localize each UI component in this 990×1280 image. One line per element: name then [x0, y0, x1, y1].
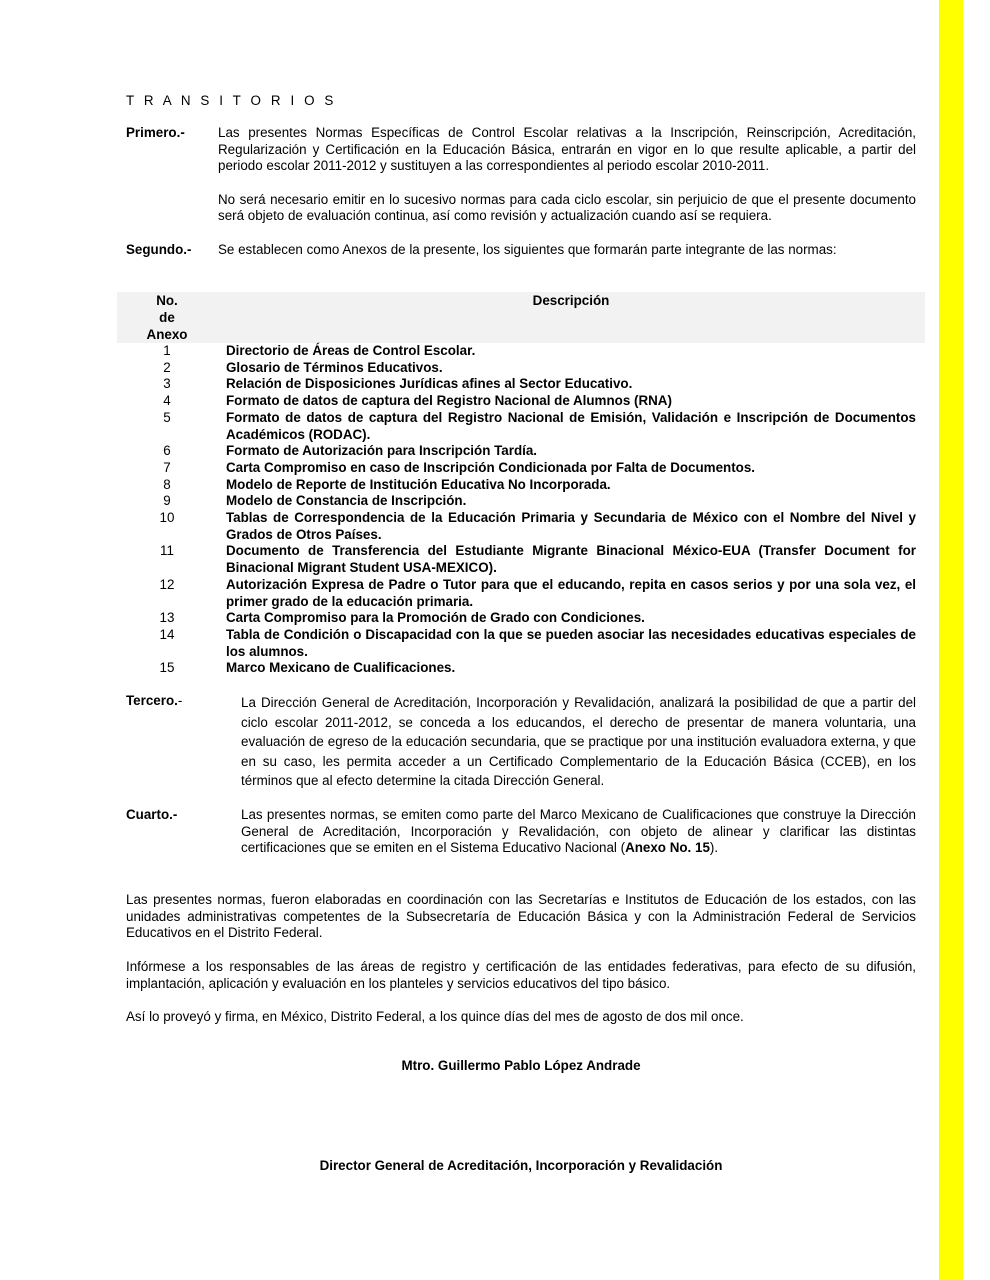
- annex-description: Modelo de Reporte de Institución Educativa No Incorporada.: [226, 476, 611, 492]
- header-no-line: de: [159, 310, 175, 325]
- annex-table-body: [117, 343, 925, 677]
- table-row: [117, 393, 925, 410]
- clause-text-part: Las presentes normas, se emiten como parte del Marco Mexicano de Cualificaciones que construye la Dirección General de Acreditación, Incorporación y Revalidación, con objeto de alinear y clarificar las distintas certificaciones que se emiten en el Sistema Educativo Nacional (: [241, 807, 916, 856]
- annex-number: 9: [163, 493, 171, 509]
- annex-description: Glosario de Términos Educativos.: [226, 359, 443, 375]
- table-row: [117, 660, 925, 677]
- annex-number: 11: [160, 543, 174, 559]
- annex-description: Formato de Autorización para Inscripción Tardía.: [226, 443, 538, 459]
- clause-text: Se establecen como Anexos de la presente, los siguientes que formarán parte integrante de las normas:: [218, 242, 837, 257]
- annex-number: 10: [159, 510, 175, 526]
- clause-label-text: Tercero.: [126, 693, 178, 708]
- closing-paragraph: Las presentes normas, fueron elaboradas en coordinación con las Secretarías e Institutos de Educación de los estados, con las unidades administrativas competentes de la Subsecretaría de Educación Básica y con la Administración Federal de Servicios Educativos en el Distrito Federal.: [126, 892, 916, 941]
- header-description: Descripción: [217, 292, 925, 343]
- clause-label-dash: -: [177, 693, 183, 708]
- table-row: [117, 543, 925, 576]
- table-row: [117, 627, 925, 660]
- annex-description: Modelo de Constancia de Inscripción.: [226, 493, 467, 509]
- annex-description: Marco Mexicano de Cualificaciones.: [226, 660, 456, 676]
- table-row: [117, 343, 925, 360]
- annex-description: Documento de Transferencia del Estudiante Migrante Binacional México-EUA (Transfer Document for Binacional Migrant Student USA-MEXICO).: [226, 543, 916, 576]
- annex-number: 15: [159, 660, 175, 676]
- table-row: [117, 477, 925, 494]
- annex-description: Formato de datos de captura del Registro Nacional de Alumnos (RNA): [226, 393, 672, 409]
- table-row: [117, 460, 925, 477]
- header-no-line: Anexo: [146, 327, 188, 342]
- signatory-title: Director General de Acreditación, Incorporación y Revalidación: [319, 1158, 723, 1173]
- annex-description: Carta Compromiso para la Promoción de Grado con Condiciones.: [226, 610, 645, 626]
- annex-number: 3: [163, 376, 171, 392]
- table-row: [117, 376, 925, 393]
- table-row: [117, 360, 925, 377]
- annex-number: 2: [163, 359, 171, 375]
- clause-text: Las presentes Normas Específicas de Control Escolar relativas a la Inscripción, Reinscripción, Acreditación, Regularización y Certificación en la Educación Básica, entrarán en vigor en lo que resulte aplicable, a partir del periodo escolar 2011-2012 y sustituyen a las correspondientes al periodo escolar 2010-2011.: [218, 125, 916, 174]
- annex-number: 7: [163, 459, 171, 475]
- annex-number: 5: [163, 409, 171, 425]
- closing-paragraph: Así lo proveyó y firma, en México, Distrito Federal, a los quince días del mes de agosto de dos mil once.: [126, 1009, 744, 1024]
- table-row: [117, 510, 925, 543]
- annex-number: 14: [159, 626, 175, 642]
- clause-cuarto: [126, 807, 916, 857]
- table-row: [117, 443, 925, 460]
- yellow-side-bar: [939, 0, 963, 1280]
- annex-number: 13: [159, 610, 175, 626]
- table-row: [117, 577, 925, 610]
- annex-description: Tabla de Condición o Discapacidad con la que se pueden asociar las necesidades educativas especiales de los alumnos.: [226, 626, 916, 659]
- annex-description: Formato de datos de captura del Registro Nacional de Emisión, Validación e Inscripción de Documentos Académicos (RODAC).: [226, 409, 916, 442]
- table-row: [117, 610, 925, 627]
- clause-text: No será necesario emitir en lo sucesivo normas para cada ciclo escolar, sin perjuicio de que el presente documento será objeto de evaluación continua, así como revisión y actualización cuando así se requiera.: [218, 191, 916, 224]
- clause-primero: [126, 125, 916, 225]
- section-title: T R A N S I T O R I O S: [126, 93, 337, 108]
- annex-number: 12: [159, 576, 175, 592]
- clause-text: La Dirección General de Acreditación, Incorporación y Revalidación, analizará la posibilidad de que a partir del ciclo escolar 2011-2012, se conceda a los educandos, el derecho de presentar de manera voluntaria, una evaluación de egreso de la educación secundaria, que se practique por una institución evaluadora externa, y que en su caso, les permita acceder a un Certificado Complementario de la Educación Básica (CCEB), en los términos que al efecto determine la citada Dirección General.: [241, 695, 916, 789]
- table-header-row: [117, 292, 925, 343]
- clause-tercero: [126, 693, 916, 791]
- annex-number: 6: [163, 443, 171, 459]
- annex-description: Autorización Expresa de Padre o Tutor para que el educando, repita en casos serios y por una sola vez, el primer grado de la educación primaria.: [226, 576, 916, 609]
- closing-paragraph: Infórmese a los responsables de las áreas de registro y certificación de las entidades federativas, para efecto de su difusión, implantación, aplicación y evaluación en los planteles y servicios educativos del tipo básico.: [126, 959, 916, 991]
- clause-label: Segundo.-: [126, 242, 192, 257]
- annex-description: Tablas de Correspondencia de la Educación Primaria y Secundaria de México con el Nombre del Nivel y Grados de Otros Países.: [226, 510, 916, 542]
- table-row: [117, 410, 925, 443]
- annex-number: 8: [163, 476, 171, 492]
- annex-number: 1: [163, 343, 171, 358]
- table-row: [117, 493, 925, 510]
- annex-number: 4: [163, 393, 171, 409]
- annex-description: Relación de Disposiciones Jurídicas afines al Sector Educativo.: [226, 376, 633, 392]
- clause-segundo: [126, 242, 916, 259]
- annex-description: Carta Compromiso en caso de Inscripción Condicionada por Falta de Documentos.: [226, 459, 756, 475]
- clause-text-part: ).: [709, 840, 719, 856]
- clause-label: Cuarto.-: [126, 807, 178, 822]
- clause-text: [241, 807, 916, 857]
- clause-label: [126, 693, 182, 710]
- annex-reference: Anexo No. 15: [625, 840, 710, 856]
- header-no-line: No.: [156, 293, 178, 308]
- annex-description: Directorio de Áreas de Control Escolar.: [226, 343, 476, 358]
- signatory-name: Mtro. Guillermo Pablo López Andrade: [401, 1058, 641, 1073]
- annex-table: [117, 292, 925, 677]
- header-annex-number: [117, 292, 217, 343]
- clause-label: Primero.-: [126, 125, 185, 140]
